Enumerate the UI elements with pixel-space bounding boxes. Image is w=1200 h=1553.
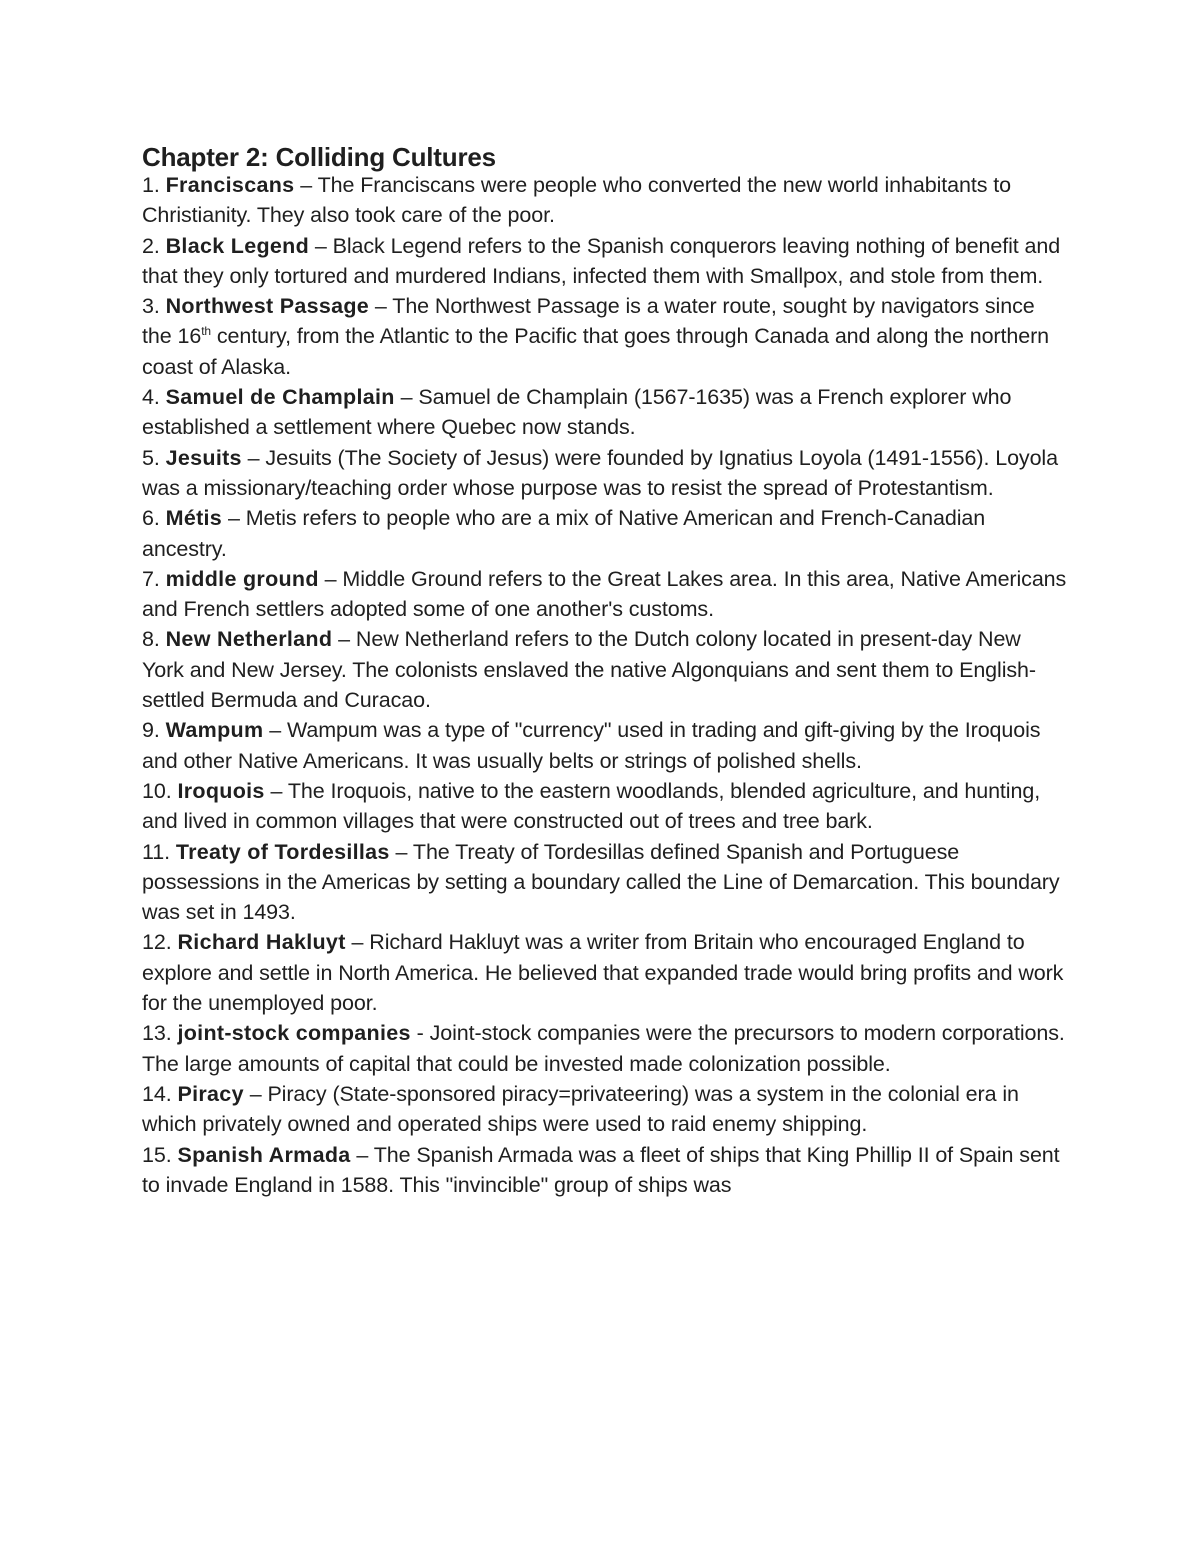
entry-number: 1. (142, 173, 160, 197)
entry-number: 7. (142, 566, 160, 591)
entry-number: 11. (142, 839, 170, 864)
entry-definition: Metis refers to people who are a mix of Native American and French-Canadian ancestry. (142, 506, 986, 561)
entry-term: Jesuits (165, 445, 242, 470)
entry-spanish-armada (142, 1140, 1067, 1201)
entry-definition: The Spanish Armada was a fleet of ships that King Phillip II of Spain sent to invade England in 1588. This "invincible" group of ships was (142, 1142, 1060, 1197)
entry-separator: – (345, 930, 370, 955)
entry-number: 9. (142, 718, 160, 743)
entry-definition: Wampum was a type of "currency" used in trading and gift-giving by the Iroquois and other Native Americans. It was usually belts or strings of polished shells. (142, 718, 1041, 773)
entry-definition-part2: century, from the Atlantic to the Pacific that goes through Canada and along the northern coast of Alaska. (142, 324, 1049, 379)
entry-franciscans (142, 170, 1067, 231)
entry-separator: – (369, 294, 393, 319)
entry-definition: Joint-stock companies were the precursors to modern corporations. The large amounts of capital that could be invested made colonization possible. (142, 1021, 1065, 1076)
entry-middle-ground (142, 564, 1067, 625)
entry-number: 5. (142, 445, 160, 470)
entry-separator: – (241, 445, 266, 470)
entry-definition: Jesuits (The Society of Jesus) were founded by Ignatius Loyola (1491-1556). Loyola was a missionary/teaching order whose purpose was to resist the spread of Protestantism. (142, 445, 1058, 500)
entry-separator: – (332, 627, 356, 652)
entry-definition: Middle Ground refers to the Great Lakes area. In this area, Native Americans and French settlers adopted some of one another's customs. (142, 566, 1067, 622)
entry-separator: – (318, 566, 343, 591)
entry-samuel-de-champlain (142, 382, 1067, 443)
entry-term: Treaty of Tordesillas (175, 839, 390, 864)
entry-term: Piracy (177, 1081, 244, 1106)
entry-number: 3. (142, 294, 160, 319)
entry-number: 13. (142, 1021, 172, 1046)
entry-number: 12. (142, 930, 172, 955)
entry-separator: – (222, 506, 246, 531)
entry-jesuits (142, 443, 1067, 504)
entry-term: Northwest Passage (165, 294, 370, 319)
entry-number: 8. (142, 627, 160, 652)
entry-definition: The Treaty of Tordesillas defined Spanish and Portuguese possessions in the Americas by setting a boundary called the Line of Demarcation. This boundary was set in 1493. (142, 839, 1060, 925)
ordinal-superscript: th (201, 324, 211, 339)
entry-number: 4. (142, 385, 160, 410)
entry-definition: New Netherland refers to the Dutch colony located in present-day New York and New Jersey. The colonists enslaved the native Algonquians and sent them to English-settled Bermuda and Curacao. (142, 627, 1036, 713)
entry-term: Métis (165, 506, 223, 531)
entry-term: Black Legend (165, 233, 310, 258)
entry-number: 14. (142, 1081, 172, 1106)
entry-definition: Richard Hakluyt was a writer from Britain who encouraged England to explore and settle in North America. He believed that expanded trade would bring profits and work for the unemployed poor. (142, 930, 1064, 1016)
entry-metis (142, 503, 1067, 564)
entry-separator: – (389, 839, 413, 864)
entry-separator: – (263, 718, 287, 743)
entry-northwest-passage (142, 291, 1067, 382)
entry-separator: – (309, 233, 333, 258)
entry-term: joint-stock companies (177, 1021, 411, 1046)
entry-joint-stock-companies (142, 1018, 1067, 1079)
entry-term: Wampum (165, 718, 264, 743)
entry-term: Franciscans (165, 173, 295, 197)
entry-number: 10. (142, 778, 172, 803)
document-page (142, 140, 1067, 1200)
page-title: Chapter 2: Colliding Cultures (142, 142, 496, 172)
entry-separator: – (294, 173, 318, 197)
entry-number: 2. (142, 233, 160, 258)
entry-term: middle ground (165, 566, 319, 591)
entry-new-netherland (142, 624, 1067, 715)
entry-term: Spanish Armada (177, 1142, 351, 1167)
entry-definition: The Franciscans were people who converted the new world inhabitants to Christianity. They also took care of the poor. (142, 173, 1011, 228)
entry-richard-hakluyt (142, 927, 1067, 1018)
entry-separator: – (394, 385, 419, 410)
entry-separator: – (264, 778, 288, 803)
entry-definition: Piracy (State-sponsored piracy=privateering) was a system in the colonial era in which privately owned and operated ships were used to raid enemy shipping. (142, 1081, 1019, 1137)
entry-number: 15. (142, 1142, 172, 1167)
entry-term: Iroquois (177, 778, 265, 803)
entry-piracy (142, 1079, 1067, 1140)
entry-black-legend (142, 231, 1067, 292)
entry-term: New Netherland (165, 627, 333, 652)
entry-term: Richard Hakluyt (177, 930, 346, 955)
entry-definition-part1: The Northwest Passage is a water route, sought by navigators since the 16 (142, 294, 1035, 349)
entry-definition: The Iroquois, native to the eastern woodlands, blended agriculture, and hunting, and lived in common villages that were constructed out of trees and tree bark. (142, 778, 1041, 834)
entry-separator: - (410, 1021, 430, 1046)
entry-definition: Samuel de Champlain (1567-1635) was a French explorer who established a settlement where Quebec now stands. (142, 385, 1012, 440)
entry-wampum (142, 715, 1067, 776)
entry-definition: Black Legend refers to the Spanish conquerors leaving nothing of benefit and that they only tortured and murdered Indians, infected them with Smallpox, and stole from them. (142, 233, 1061, 288)
entry-separator: – (243, 1081, 268, 1106)
entry-separator: – (350, 1142, 374, 1167)
entry-number: 6. (142, 506, 160, 531)
entry-iroquois (142, 776, 1067, 837)
entry-term: Samuel de Champlain (165, 385, 395, 410)
entry-treaty-of-tordesillas (142, 837, 1067, 928)
